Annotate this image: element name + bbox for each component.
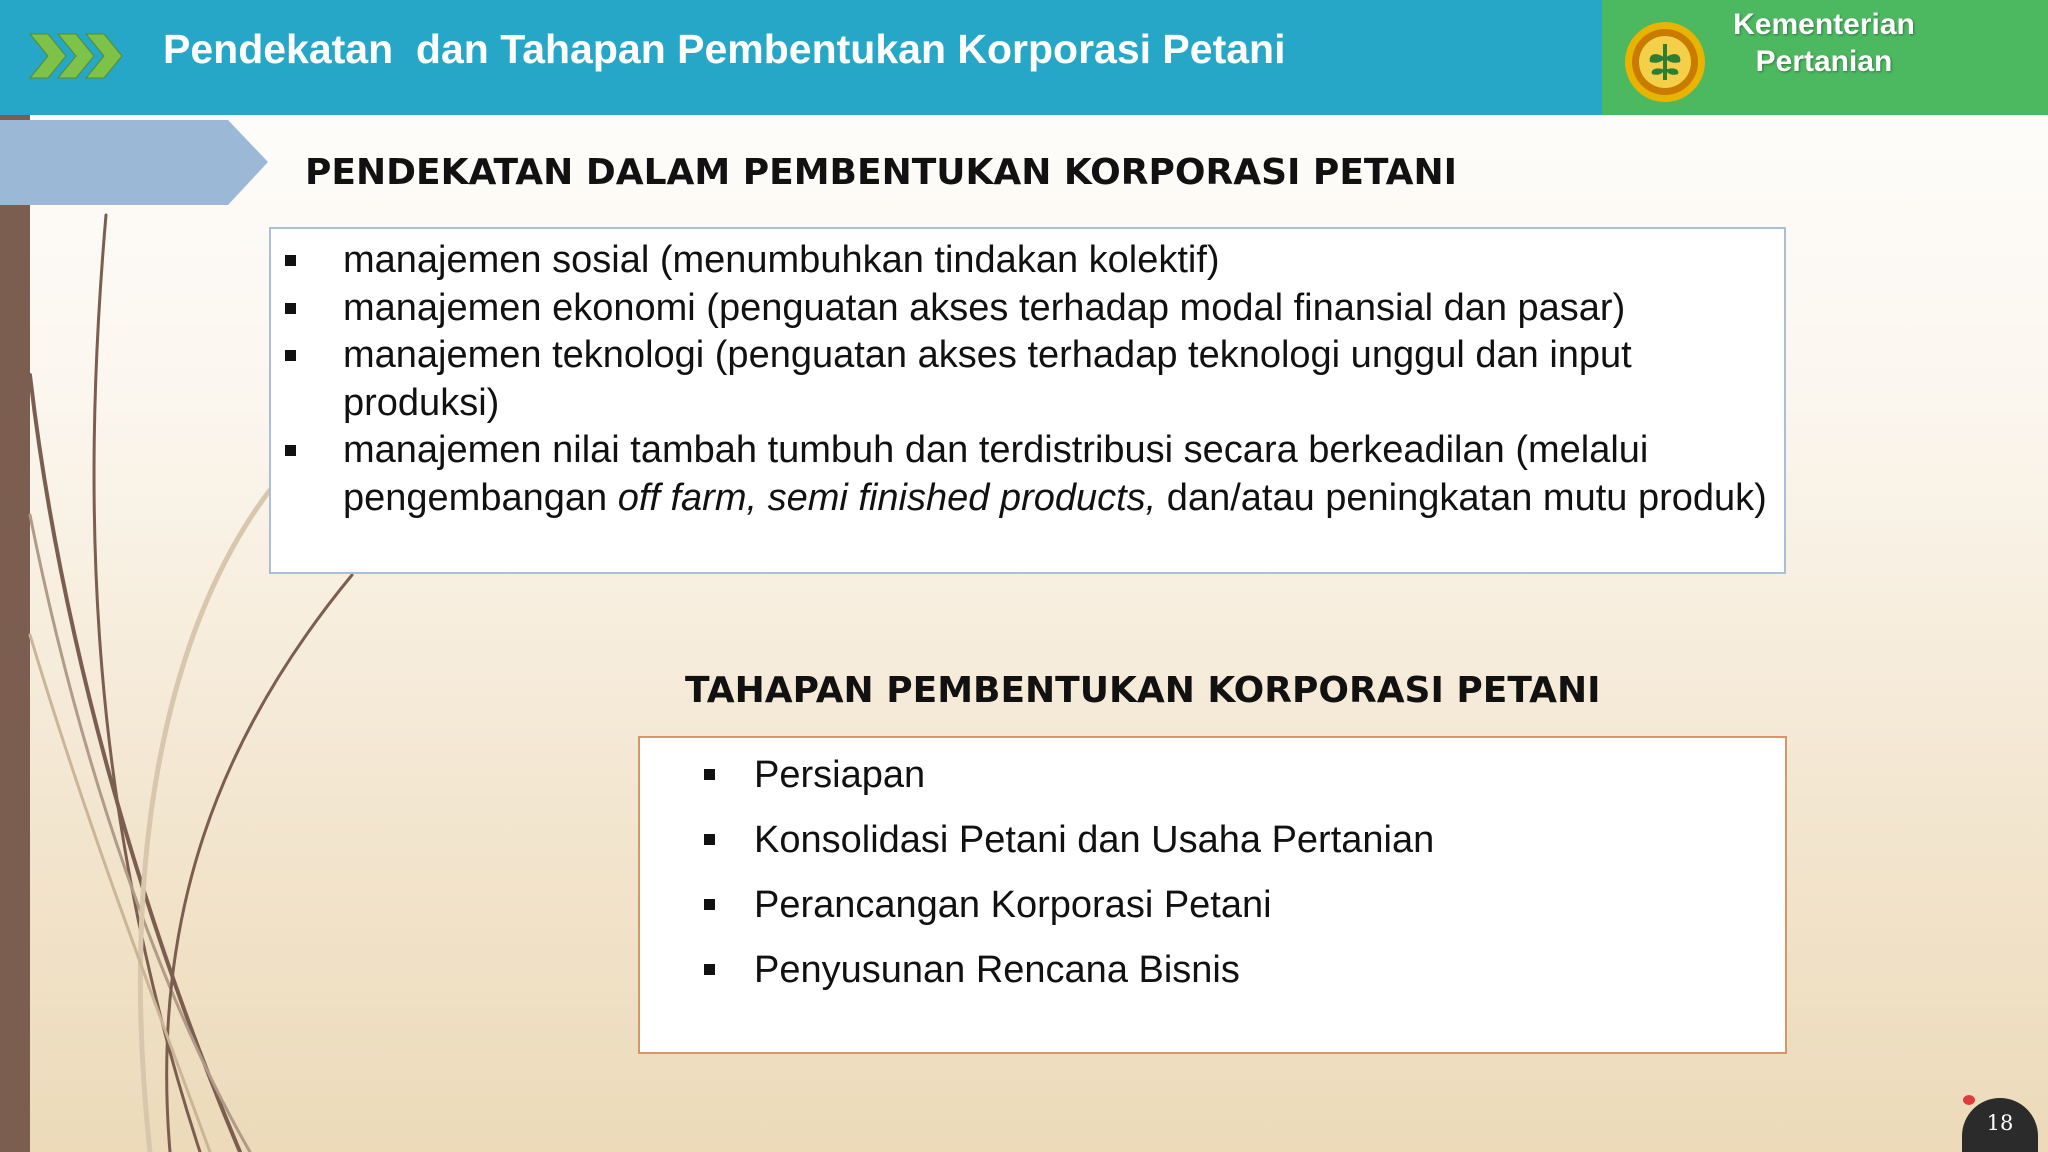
list-item-text: manajemen teknologi (penguatan akses terhadap teknologi unggul dan input produksi)	[343, 334, 1632, 424]
list-item-text: Persiapan	[754, 754, 926, 796]
list-item	[281, 332, 1771, 427]
list-item-text: manajemen sosial (menumbuhkan tindakan kolektif)	[343, 239, 1220, 281]
pendekatan-list	[281, 237, 1771, 522]
square-bullet-icon	[285, 350, 296, 361]
brand-block	[1602, 0, 2048, 115]
square-bullet-icon	[704, 769, 715, 780]
tahapan-list	[700, 752, 1760, 1012]
square-bullet-icon	[285, 255, 296, 266]
list-item-text: Perancangan Korporasi Petani	[754, 884, 1272, 926]
pendekatan-box	[269, 227, 1786, 574]
ministry-name-line2: Pertanian	[1755, 45, 1893, 78]
list-item	[700, 817, 1760, 863]
list-item	[700, 947, 1760, 993]
ministry-name	[1702, 6, 1946, 80]
slide-title: Pendekatan dan Tahapan Pembentukan Korporasi Petani	[163, 26, 1286, 72]
triple-chevron-icon	[28, 30, 128, 82]
list-item	[281, 427, 1771, 522]
square-bullet-icon	[704, 899, 715, 910]
list-item-text-start: manajemen nilai tambah tumbuh dan terdistribusi secara berkeadilan (melalui pengembangan	[343, 429, 1649, 519]
list-item-text: Penyusunan Rencana Bisnis	[754, 949, 1240, 991]
section-heading-tahapan: TAHAPAN PEMBENTUKAN KORPORASI PETANI	[685, 670, 1601, 711]
list-item	[700, 752, 1760, 798]
list-item	[281, 285, 1771, 333]
list-item-text: Konsolidasi Petani dan Usaha Pertanian	[754, 819, 1435, 861]
square-bullet-icon	[704, 834, 715, 845]
list-item	[700, 882, 1760, 928]
square-bullet-icon	[704, 964, 715, 975]
square-bullet-icon	[285, 303, 296, 314]
list-item	[281, 237, 1771, 285]
list-item-text: manajemen ekonomi (penguatan akses terhadap modal finansial dan pasar)	[343, 286, 1626, 329]
title-bar	[0, 0, 1602, 115]
page-number: 18	[1962, 1098, 2038, 1152]
section-heading-pendekatan: PENDEKATAN DALAM PEMBENTUKAN KORPORASI PETANI	[305, 152, 1458, 193]
ministry-name-line1: Kementerian	[1733, 8, 1915, 41]
kementan-emblem-icon	[1624, 18, 1706, 104]
tahapan-box	[638, 736, 1787, 1054]
section-banner-arrow	[0, 120, 270, 205]
red-dot-marker	[1963, 1095, 1975, 1105]
list-item-text-end: dan/atau peningkatan mutu produk)	[1156, 476, 1767, 519]
square-bullet-icon	[285, 445, 296, 456]
list-item-text-italic: off farm, semi finished products,	[617, 476, 1157, 519]
